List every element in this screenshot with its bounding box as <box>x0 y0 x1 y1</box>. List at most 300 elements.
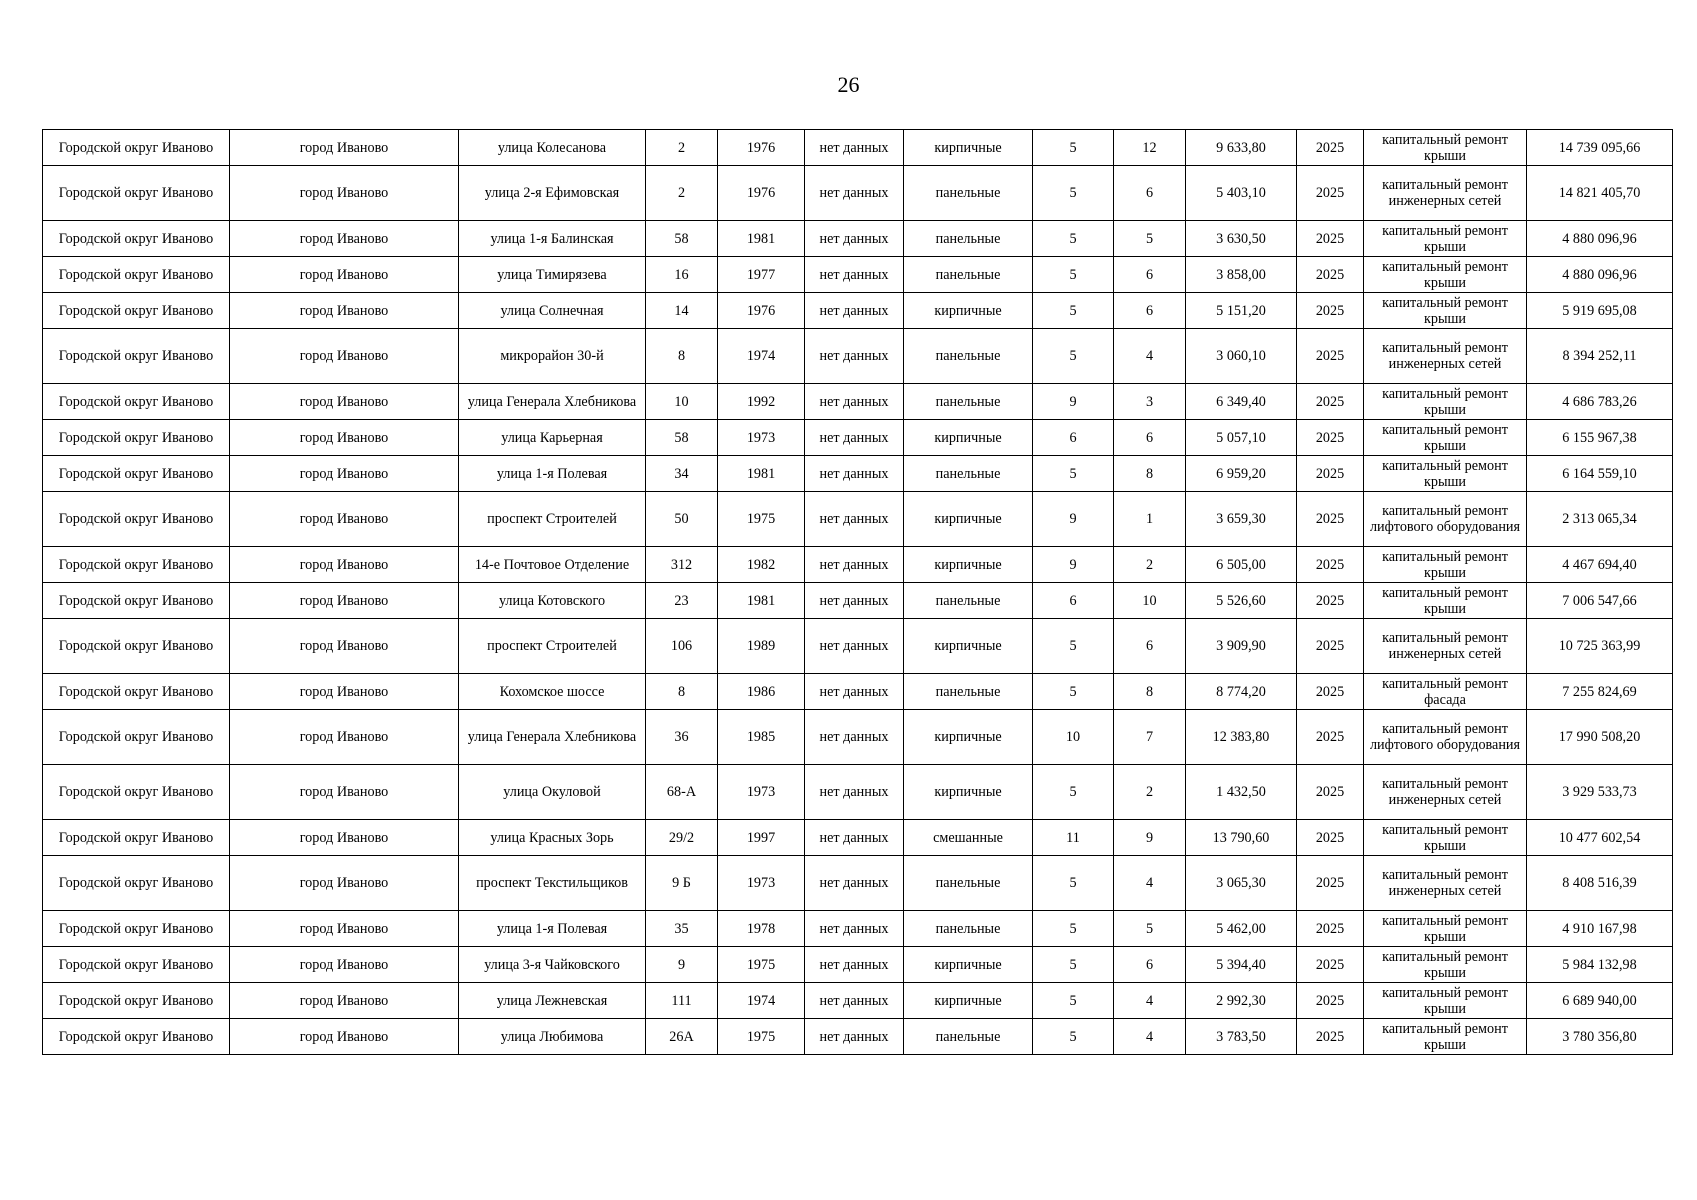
table-row <box>43 619 1673 674</box>
repair-type-cell: капитальный ремонт крыши <box>1364 456 1527 492</box>
year-commissioned-cell: нет данных <box>805 619 904 674</box>
wall-material-cell: панельные <box>904 384 1033 420</box>
entrances-cell: 1 <box>1114 492 1186 547</box>
settlement-cell: город Иваново <box>230 947 459 983</box>
year-commissioned-cell: нет данных <box>805 947 904 983</box>
entrances-cell: 6 <box>1114 420 1186 456</box>
street-cell: улица Генерала Хлебникова <box>459 710 646 765</box>
floors-cell: 5 <box>1033 983 1114 1019</box>
municipality-cell: Городской округ Иваново <box>43 911 230 947</box>
street-cell: улица Карьерная <box>459 420 646 456</box>
year-commissioned-cell: нет данных <box>805 492 904 547</box>
year-built-cell: 1982 <box>718 547 805 583</box>
year-commissioned-cell: нет данных <box>805 257 904 293</box>
wall-material-cell: кирпичные <box>904 765 1033 820</box>
house-number-cell: 106 <box>646 619 718 674</box>
settlement-cell: город Иваново <box>230 329 459 384</box>
floors-cell: 5 <box>1033 856 1114 911</box>
area-cell: 6 959,20 <box>1186 456 1297 492</box>
year-commissioned-cell: нет данных <box>805 420 904 456</box>
wall-material-cell: кирпичные <box>904 947 1033 983</box>
cost-cell: 5 919 695,08 <box>1527 293 1673 329</box>
floors-cell: 11 <box>1033 820 1114 856</box>
floors-cell: 5 <box>1033 166 1114 221</box>
municipality-cell: Городской округ Иваново <box>43 293 230 329</box>
plan-year-cell: 2025 <box>1297 293 1364 329</box>
floors-cell: 5 <box>1033 257 1114 293</box>
entrances-cell: 4 <box>1114 329 1186 384</box>
floors-cell: 10 <box>1033 710 1114 765</box>
floors-cell: 5 <box>1033 456 1114 492</box>
year-built-cell: 1976 <box>718 293 805 329</box>
table-row <box>43 492 1673 547</box>
repair-type-cell: капитальный ремонт крыши <box>1364 820 1527 856</box>
floors-cell: 6 <box>1033 420 1114 456</box>
municipality-cell: Городской округ Иваново <box>43 1019 230 1055</box>
wall-material-cell: панельные <box>904 257 1033 293</box>
cost-cell: 8 408 516,39 <box>1527 856 1673 911</box>
table-row <box>43 420 1673 456</box>
settlement-cell: город Иваново <box>230 166 459 221</box>
municipality-cell: Городской округ Иваново <box>43 710 230 765</box>
cost-cell: 6 155 967,38 <box>1527 420 1673 456</box>
plan-year-cell: 2025 <box>1297 547 1364 583</box>
plan-year-cell: 2025 <box>1297 329 1364 384</box>
year-built-cell: 1974 <box>718 983 805 1019</box>
year-built-cell: 1973 <box>718 856 805 911</box>
year-commissioned-cell: нет данных <box>805 293 904 329</box>
street-cell: улица 1-я Полевая <box>459 456 646 492</box>
year-built-cell: 1992 <box>718 384 805 420</box>
area-cell: 3 783,50 <box>1186 1019 1297 1055</box>
settlement-cell: город Иваново <box>230 765 459 820</box>
year-commissioned-cell: нет данных <box>805 911 904 947</box>
entrances-cell: 6 <box>1114 619 1186 674</box>
settlement-cell: город Иваново <box>230 619 459 674</box>
area-cell: 6 505,00 <box>1186 547 1297 583</box>
year-commissioned-cell: нет данных <box>805 983 904 1019</box>
wall-material-cell: панельные <box>904 456 1033 492</box>
wall-material-cell: смешанные <box>904 820 1033 856</box>
street-cell: улица Тимирязева <box>459 257 646 293</box>
year-built-cell: 1989 <box>718 619 805 674</box>
table-row <box>43 856 1673 911</box>
table-row <box>43 456 1673 492</box>
house-number-cell: 2 <box>646 166 718 221</box>
cost-cell: 4 880 096,96 <box>1527 221 1673 257</box>
table-row <box>43 911 1673 947</box>
municipality-cell: Городской округ Иваново <box>43 619 230 674</box>
plan-year-cell: 2025 <box>1297 1019 1364 1055</box>
cost-cell: 10 477 602,54 <box>1527 820 1673 856</box>
floors-cell: 5 <box>1033 947 1114 983</box>
house-number-cell: 50 <box>646 492 718 547</box>
table-row <box>43 1019 1673 1055</box>
area-cell: 5 394,40 <box>1186 947 1297 983</box>
repair-type-cell: капитальный ремонт крыши <box>1364 947 1527 983</box>
table-row <box>43 257 1673 293</box>
cost-cell: 3 780 356,80 <box>1527 1019 1673 1055</box>
settlement-cell: город Иваново <box>230 547 459 583</box>
house-number-cell: 8 <box>646 674 718 710</box>
street-cell: улица 2-я Ефимовская <box>459 166 646 221</box>
cost-cell: 4 686 783,26 <box>1527 384 1673 420</box>
wall-material-cell: панельные <box>904 856 1033 911</box>
year-commissioned-cell: нет данных <box>805 1019 904 1055</box>
repair-type-cell: капитальный ремонт крыши <box>1364 547 1527 583</box>
entrances-cell: 10 <box>1114 583 1186 619</box>
area-cell: 12 383,80 <box>1186 710 1297 765</box>
table-row <box>43 130 1673 166</box>
year-commissioned-cell: нет данных <box>805 820 904 856</box>
settlement-cell: город Иваново <box>230 820 459 856</box>
cost-cell: 6 164 559,10 <box>1527 456 1673 492</box>
year-commissioned-cell: нет данных <box>805 329 904 384</box>
plan-year-cell: 2025 <box>1297 384 1364 420</box>
street-cell: улица Лежневская <box>459 983 646 1019</box>
entrances-cell: 9 <box>1114 820 1186 856</box>
municipality-cell: Городской округ Иваново <box>43 547 230 583</box>
entrances-cell: 7 <box>1114 710 1186 765</box>
wall-material-cell: панельные <box>904 583 1033 619</box>
municipality-cell: Городской округ Иваново <box>43 583 230 619</box>
plan-year-cell: 2025 <box>1297 674 1364 710</box>
street-cell: улица Колесанова <box>459 130 646 166</box>
floors-cell: 5 <box>1033 674 1114 710</box>
area-cell: 9 633,80 <box>1186 130 1297 166</box>
year-built-cell: 1975 <box>718 492 805 547</box>
area-cell: 5 462,00 <box>1186 911 1297 947</box>
floors-cell: 5 <box>1033 1019 1114 1055</box>
area-cell: 13 790,60 <box>1186 820 1297 856</box>
house-number-cell: 36 <box>646 710 718 765</box>
repair-type-cell: капитальный ремонт крыши <box>1364 583 1527 619</box>
cost-cell: 17 990 508,20 <box>1527 710 1673 765</box>
table-row <box>43 674 1673 710</box>
year-commissioned-cell: нет данных <box>805 456 904 492</box>
entrances-cell: 4 <box>1114 1019 1186 1055</box>
repair-type-cell: капитальный ремонт инженерных сетей <box>1364 166 1527 221</box>
house-number-cell: 16 <box>646 257 718 293</box>
area-cell: 1 432,50 <box>1186 765 1297 820</box>
house-number-cell: 2 <box>646 130 718 166</box>
plan-year-cell: 2025 <box>1297 820 1364 856</box>
table-row <box>43 547 1673 583</box>
municipality-cell: Городской округ Иваново <box>43 820 230 856</box>
cost-cell: 4 880 096,96 <box>1527 257 1673 293</box>
street-cell: Кохомское шоссе <box>459 674 646 710</box>
wall-material-cell: кирпичные <box>904 293 1033 329</box>
year-commissioned-cell: нет данных <box>805 765 904 820</box>
house-number-cell: 29/2 <box>646 820 718 856</box>
settlement-cell: город Иваново <box>230 983 459 1019</box>
cost-cell: 10 725 363,99 <box>1527 619 1673 674</box>
cost-cell: 5 984 132,98 <box>1527 947 1673 983</box>
entrances-cell: 2 <box>1114 765 1186 820</box>
wall-material-cell: панельные <box>904 674 1033 710</box>
table-row <box>43 765 1673 820</box>
municipality-cell: Городской округ Иваново <box>43 856 230 911</box>
entrances-cell: 12 <box>1114 130 1186 166</box>
wall-material-cell: панельные <box>904 1019 1033 1055</box>
house-number-cell: 58 <box>646 221 718 257</box>
settlement-cell: город Иваново <box>230 856 459 911</box>
table-row <box>43 820 1673 856</box>
municipality-cell: Городской округ Иваново <box>43 765 230 820</box>
table-row <box>43 221 1673 257</box>
floors-cell: 5 <box>1033 329 1114 384</box>
plan-year-cell: 2025 <box>1297 619 1364 674</box>
area-cell: 3 909,90 <box>1186 619 1297 674</box>
wall-material-cell: панельные <box>904 221 1033 257</box>
plan-year-cell: 2025 <box>1297 856 1364 911</box>
area-cell: 8 774,20 <box>1186 674 1297 710</box>
area-cell: 5 057,10 <box>1186 420 1297 456</box>
year-commissioned-cell: нет данных <box>805 583 904 619</box>
repair-type-cell: капитальный ремонт крыши <box>1364 911 1527 947</box>
cost-cell: 14 821 405,70 <box>1527 166 1673 221</box>
repair-type-cell: капитальный ремонт фасада <box>1364 674 1527 710</box>
wall-material-cell: кирпичные <box>904 710 1033 765</box>
street-cell: улица Окуловой <box>459 765 646 820</box>
entrances-cell: 6 <box>1114 166 1186 221</box>
table-row <box>43 983 1673 1019</box>
street-cell: улица 1-я Балинская <box>459 221 646 257</box>
settlement-cell: город Иваново <box>230 492 459 547</box>
repair-type-cell: капитальный ремонт инженерных сетей <box>1364 765 1527 820</box>
cost-cell: 4 910 167,98 <box>1527 911 1673 947</box>
municipality-cell: Городской округ Иваново <box>43 947 230 983</box>
area-cell: 2 992,30 <box>1186 983 1297 1019</box>
street-cell: микрорайон 30-й <box>459 329 646 384</box>
plan-year-cell: 2025 <box>1297 983 1364 1019</box>
cost-cell: 8 394 252,11 <box>1527 329 1673 384</box>
year-built-cell: 1976 <box>718 130 805 166</box>
year-built-cell: 1985 <box>718 710 805 765</box>
wall-material-cell: панельные <box>904 166 1033 221</box>
area-cell: 3 858,00 <box>1186 257 1297 293</box>
plan-year-cell: 2025 <box>1297 492 1364 547</box>
year-built-cell: 1975 <box>718 947 805 983</box>
year-built-cell: 1974 <box>718 329 805 384</box>
year-built-cell: 1997 <box>718 820 805 856</box>
floors-cell: 9 <box>1033 492 1114 547</box>
settlement-cell: город Иваново <box>230 583 459 619</box>
settlement-cell: город Иваново <box>230 710 459 765</box>
municipality-cell: Городской округ Иваново <box>43 130 230 166</box>
cost-cell: 14 739 095,66 <box>1527 130 1673 166</box>
house-number-cell: 10 <box>646 384 718 420</box>
floors-cell: 5 <box>1033 221 1114 257</box>
repair-type-cell: капитальный ремонт крыши <box>1364 983 1527 1019</box>
year-commissioned-cell: нет данных <box>805 547 904 583</box>
municipality-cell: Городской округ Иваново <box>43 166 230 221</box>
year-built-cell: 1978 <box>718 911 805 947</box>
table-body <box>43 130 1673 1055</box>
housing-repair-table <box>42 129 1673 1055</box>
cost-cell: 7 006 547,66 <box>1527 583 1673 619</box>
year-commissioned-cell: нет данных <box>805 166 904 221</box>
settlement-cell: город Иваново <box>230 384 459 420</box>
municipality-cell: Городской округ Иваново <box>43 420 230 456</box>
wall-material-cell: кирпичные <box>904 619 1033 674</box>
area-cell: 6 349,40 <box>1186 384 1297 420</box>
plan-year-cell: 2025 <box>1297 456 1364 492</box>
year-commissioned-cell: нет данных <box>805 384 904 420</box>
area-cell: 3 630,50 <box>1186 221 1297 257</box>
house-number-cell: 35 <box>646 911 718 947</box>
floors-cell: 5 <box>1033 130 1114 166</box>
year-built-cell: 1981 <box>718 583 805 619</box>
year-built-cell: 1977 <box>718 257 805 293</box>
house-number-cell: 9 <box>646 947 718 983</box>
municipality-cell: Городской округ Иваново <box>43 492 230 547</box>
area-cell: 3 060,10 <box>1186 329 1297 384</box>
municipality-cell: Городской округ Иваново <box>43 221 230 257</box>
entrances-cell: 6 <box>1114 947 1186 983</box>
wall-material-cell: кирпичные <box>904 492 1033 547</box>
settlement-cell: город Иваново <box>230 293 459 329</box>
repair-type-cell: капитальный ремонт крыши <box>1364 221 1527 257</box>
wall-material-cell: панельные <box>904 911 1033 947</box>
floors-cell: 5 <box>1033 619 1114 674</box>
entrances-cell: 2 <box>1114 547 1186 583</box>
floors-cell: 9 <box>1033 547 1114 583</box>
house-number-cell: 14 <box>646 293 718 329</box>
table-row <box>43 710 1673 765</box>
wall-material-cell: кирпичные <box>904 547 1033 583</box>
street-cell: улица 3-я Чайковского <box>459 947 646 983</box>
settlement-cell: город Иваново <box>230 674 459 710</box>
repair-type-cell: капитальный ремонт лифтового оборудования <box>1364 710 1527 765</box>
street-cell: проспект Строителей <box>459 492 646 547</box>
floors-cell: 6 <box>1033 583 1114 619</box>
repair-type-cell: капитальный ремонт крыши <box>1364 257 1527 293</box>
area-cell: 5 151,20 <box>1186 293 1297 329</box>
municipality-cell: Городской округ Иваново <box>43 983 230 1019</box>
street-cell: улица Солнечная <box>459 293 646 329</box>
house-number-cell: 111 <box>646 983 718 1019</box>
entrances-cell: 8 <box>1114 456 1186 492</box>
house-number-cell: 34 <box>646 456 718 492</box>
year-built-cell: 1973 <box>718 420 805 456</box>
street-cell: улица Красных Зорь <box>459 820 646 856</box>
house-number-cell: 9 Б <box>646 856 718 911</box>
year-built-cell: 1976 <box>718 166 805 221</box>
area-cell: 3 659,30 <box>1186 492 1297 547</box>
plan-year-cell: 2025 <box>1297 710 1364 765</box>
street-cell: улица 1-я Полевая <box>459 911 646 947</box>
street-cell: проспект Строителей <box>459 619 646 674</box>
year-commissioned-cell: нет данных <box>805 710 904 765</box>
cost-cell: 6 689 940,00 <box>1527 983 1673 1019</box>
entrances-cell: 4 <box>1114 983 1186 1019</box>
cost-cell: 4 467 694,40 <box>1527 547 1673 583</box>
repair-type-cell: капитальный ремонт инженерных сетей <box>1364 856 1527 911</box>
year-commissioned-cell: нет данных <box>805 221 904 257</box>
repair-type-cell: капитальный ремонт инженерных сетей <box>1364 619 1527 674</box>
plan-year-cell: 2025 <box>1297 911 1364 947</box>
entrances-cell: 8 <box>1114 674 1186 710</box>
page-number: 26 <box>837 72 860 97</box>
floors-cell: 5 <box>1033 765 1114 820</box>
table-row <box>43 947 1673 983</box>
entrances-cell: 3 <box>1114 384 1186 420</box>
repair-type-cell: капитальный ремонт крыши <box>1364 1019 1527 1055</box>
area-cell: 5 403,10 <box>1186 166 1297 221</box>
area-cell: 3 065,30 <box>1186 856 1297 911</box>
cost-cell: 7 255 824,69 <box>1527 674 1673 710</box>
plan-year-cell: 2025 <box>1297 583 1364 619</box>
repair-type-cell: капитальный ремонт крыши <box>1364 384 1527 420</box>
street-cell: 14-е Почтовое Отделение <box>459 547 646 583</box>
plan-year-cell: 2025 <box>1297 765 1364 820</box>
wall-material-cell: кирпичные <box>904 420 1033 456</box>
entrances-cell: 6 <box>1114 257 1186 293</box>
municipality-cell: Городской округ Иваново <box>43 257 230 293</box>
plan-year-cell: 2025 <box>1297 130 1364 166</box>
repair-type-cell: капитальный ремонт крыши <box>1364 293 1527 329</box>
street-cell: проспект Текстильщиков <box>459 856 646 911</box>
repair-type-cell: капитальный ремонт крыши <box>1364 420 1527 456</box>
settlement-cell: город Иваново <box>230 1019 459 1055</box>
municipality-cell: Городской округ Иваново <box>43 329 230 384</box>
municipality-cell: Городской округ Иваново <box>43 674 230 710</box>
house-number-cell: 68-А <box>646 765 718 820</box>
plan-year-cell: 2025 <box>1297 947 1364 983</box>
plan-year-cell: 2025 <box>1297 257 1364 293</box>
area-cell: 5 526,60 <box>1186 583 1297 619</box>
year-built-cell: 1981 <box>718 221 805 257</box>
year-commissioned-cell: нет данных <box>805 674 904 710</box>
settlement-cell: город Иваново <box>230 420 459 456</box>
settlement-cell: город Иваново <box>230 456 459 492</box>
settlement-cell: город Иваново <box>230 221 459 257</box>
floors-cell: 5 <box>1033 293 1114 329</box>
wall-material-cell: панельные <box>904 329 1033 384</box>
settlement-cell: город Иваново <box>230 911 459 947</box>
year-built-cell: 1973 <box>718 765 805 820</box>
house-number-cell: 58 <box>646 420 718 456</box>
cost-cell: 3 929 533,73 <box>1527 765 1673 820</box>
year-built-cell: 1986 <box>718 674 805 710</box>
year-commissioned-cell: нет данных <box>805 856 904 911</box>
repair-type-cell: капитальный ремонт лифтового оборудования <box>1364 492 1527 547</box>
wall-material-cell: кирпичные <box>904 983 1033 1019</box>
street-cell: улица Любимова <box>459 1019 646 1055</box>
plan-year-cell: 2025 <box>1297 420 1364 456</box>
municipality-cell: Городской округ Иваново <box>43 384 230 420</box>
entrances-cell: 5 <box>1114 221 1186 257</box>
entrances-cell: 6 <box>1114 293 1186 329</box>
house-number-cell: 26А <box>646 1019 718 1055</box>
settlement-cell: город Иваново <box>230 257 459 293</box>
floors-cell: 5 <box>1033 911 1114 947</box>
year-commissioned-cell: нет данных <box>805 130 904 166</box>
table-row <box>43 384 1673 420</box>
street-cell: улица Котовского <box>459 583 646 619</box>
table-row <box>43 166 1673 221</box>
table-row <box>43 329 1673 384</box>
table-row <box>43 583 1673 619</box>
municipality-cell: Городской округ Иваново <box>43 456 230 492</box>
entrances-cell: 5 <box>1114 911 1186 947</box>
entrances-cell: 4 <box>1114 856 1186 911</box>
plan-year-cell: 2025 <box>1297 221 1364 257</box>
repair-type-cell: капитальный ремонт инженерных сетей <box>1364 329 1527 384</box>
cost-cell: 2 313 065,34 <box>1527 492 1673 547</box>
plan-year-cell: 2025 <box>1297 166 1364 221</box>
